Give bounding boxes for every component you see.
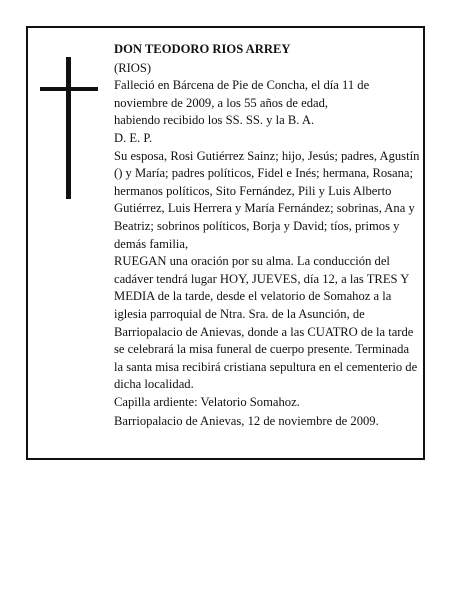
cross-icon	[40, 57, 98, 199]
request-paragraph: RUEGAN una oración por su alma. La conducción del cadáver tendrá lugar HOY, JUEVES, día 12, a las TRES Y MEDIA de la tarde, desde el velatorio de Somahoz a la iglesia parroquial de Ntra. Sra. de la Asunción, de Barriopalacio de Anievas, donde a las CUATRO de la tarde se celebrará la misa funeral de cuerpo presente. Terminada la santa misa recibirá cristiana sepultura en el cementerio de dicha localidad.	[114, 254, 418, 392]
deceased-alias: (RIOS)	[114, 60, 152, 75]
obituary-text	[114, 41, 420, 431]
obituary-notice-frame	[26, 26, 425, 460]
place-date-line: Barriopalacio de Anievas, 12 de noviembre de 2009.	[114, 414, 379, 429]
chapel-line: Capilla ardiente: Velatorio Somahoz.	[114, 394, 300, 409]
deceased-name: DON TEODORO RIOS ARREY	[114, 42, 291, 56]
cross-horizontal-bar	[40, 87, 98, 91]
family-paragraph: Su esposa, Rosi Gutiérrez Sainz; hijo, Jesús; padres, Agustín () y María; padres políticos, Fidel e Inés; hermana, Rosana; hermanos políticos, Sito Fernández, Pili y Luis Alberto Gutiérrez, Luis Herrera y María Fernández; sobrinas, Ana y Beatriz; sobrinos políticos, Borja y David; tíos, primos y demás familia,	[114, 148, 420, 251]
dep-line: D. E. P.	[114, 130, 153, 145]
death-line-1: Falleció en Bárcena de Pie de Concha, el día 11 de	[114, 78, 370, 93]
death-line-2: noviembre de 2009, a los 55 años de edad,	[114, 95, 329, 110]
sacraments-line: habiendo recibido los SS. SS. y la B. A.	[114, 113, 315, 128]
cross-vertical-bar	[66, 57, 71, 199]
